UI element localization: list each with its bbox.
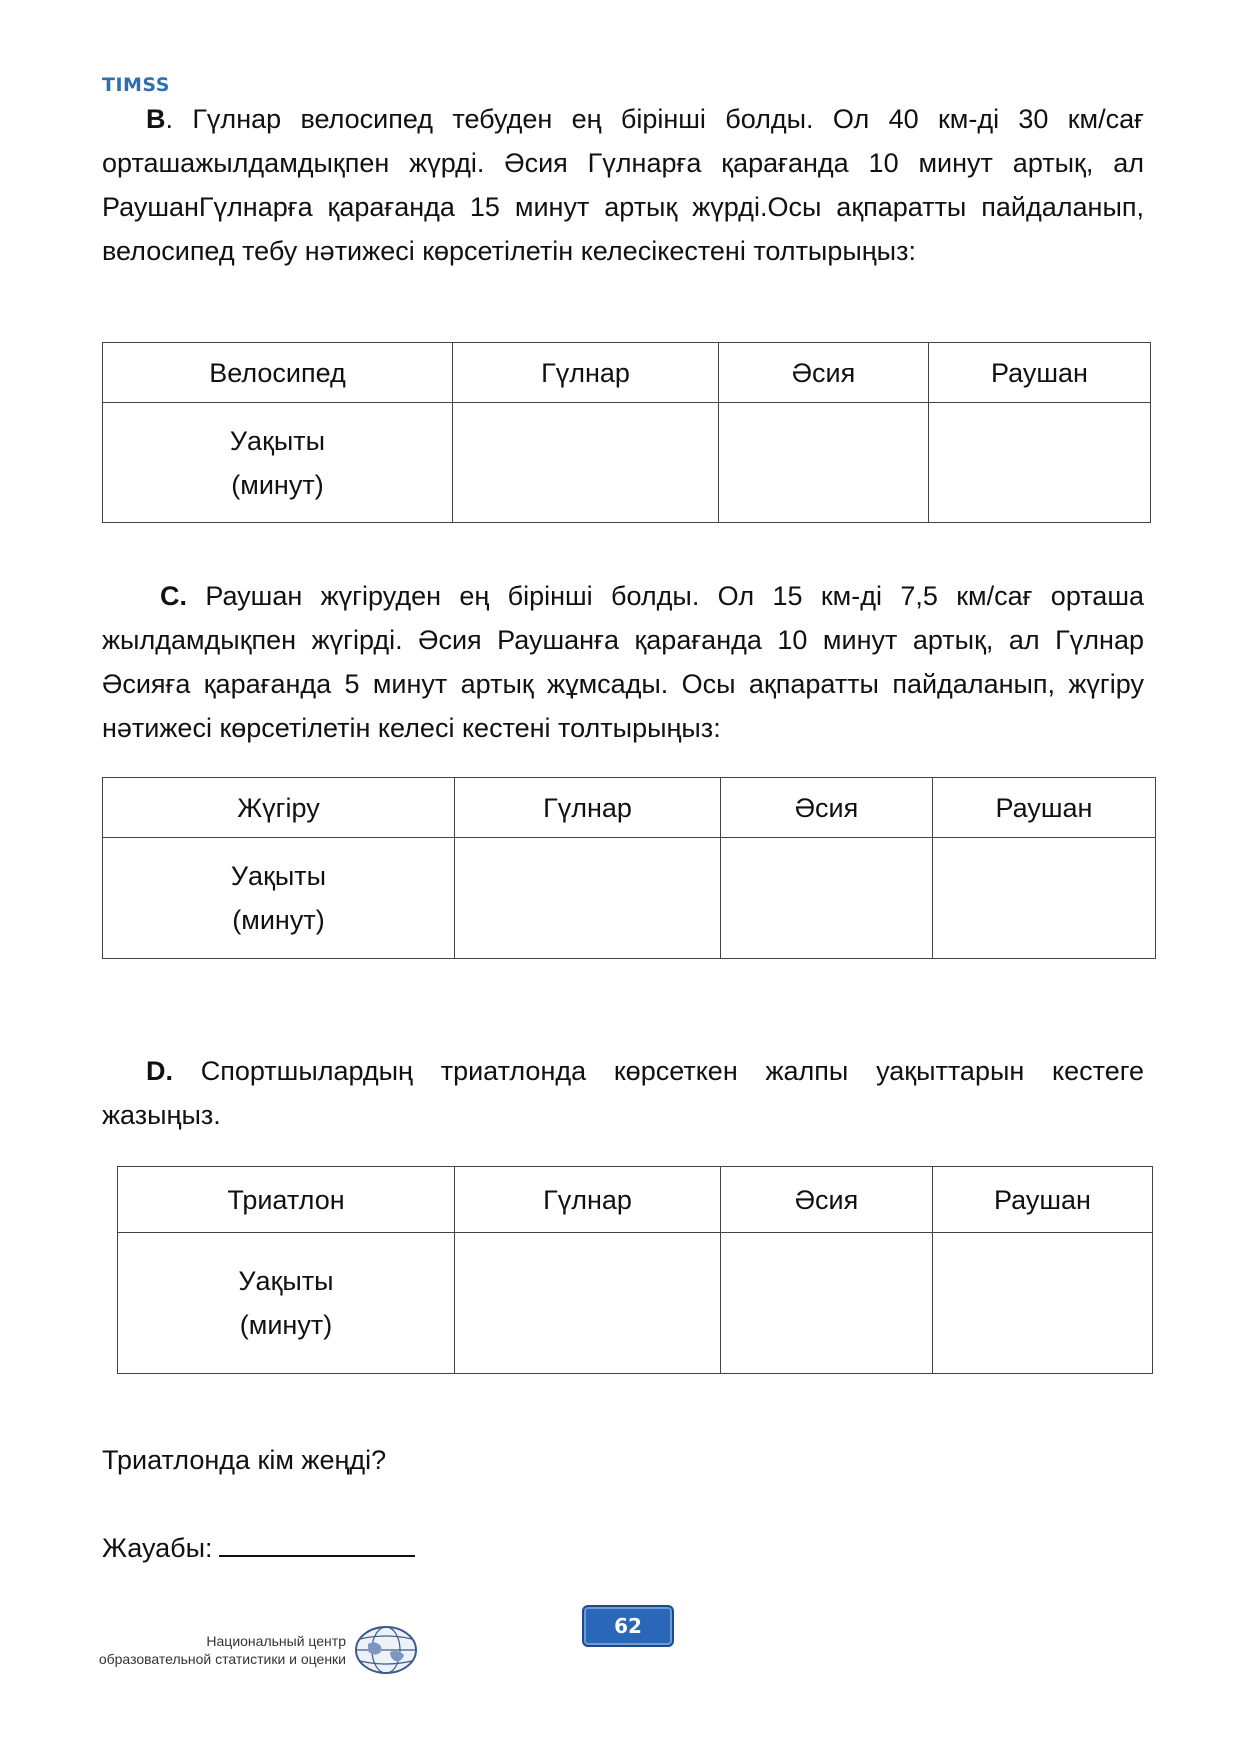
answer-label: Жауабы: xyxy=(102,1533,213,1563)
triathlon-header-gulnar: Гүлнар xyxy=(455,1167,721,1233)
running-header-gulnar: Гүлнар xyxy=(455,778,721,838)
bicycle-row-label: Уақыты (минут) xyxy=(103,403,453,523)
section-b-text: B. Гүлнар велосипед тебуден ең бірінші болды. Ол 40 км-ді 30 км/сағ орташажылдамдықпен жүрді. Әсия Гүлнарға қарағанда 10 минут артық, ал РаушанГүлнарға қарағанда 15 минут артық жүрді.Осы ақпаратты пайдаланып, велосипед тебу нәтижесі көрсетілетін келесікестені толтырыңыз: xyxy=(102,104,1144,266)
section-c-letter: C. xyxy=(160,581,187,611)
bicycle-header-raushan: Раушан xyxy=(929,343,1151,403)
bicycle-answer-asiya[interactable] xyxy=(719,403,929,523)
header-brand: TIMSS xyxy=(102,74,170,96)
running-header-cell: Жүгіру xyxy=(103,778,455,838)
running-header-asiya: Әсия xyxy=(721,778,933,838)
bicycle-header-asiya: Әсия xyxy=(719,343,929,403)
section-d-text: D. Спортшылардың триатлонда көрсеткен жалпы уақыттарын кестеге жазыңыз. xyxy=(102,1056,1144,1130)
running-header-raushan: Раушан xyxy=(933,778,1156,838)
bicycle-table xyxy=(102,342,1151,523)
bicycle-answer-gulnar[interactable] xyxy=(453,403,719,523)
triathlon-table xyxy=(117,1166,1153,1374)
section-b-letter: B xyxy=(146,104,166,134)
triathlon-row-label: Уақыты (минут) xyxy=(118,1233,455,1374)
bicycle-answer-raushan[interactable] xyxy=(929,403,1151,523)
winner-question: Триатлонда кім жеңді? xyxy=(102,1445,387,1475)
running-answer-gulnar[interactable] xyxy=(455,838,721,959)
running-answer-asiya[interactable] xyxy=(721,838,933,959)
globe-logo-icon xyxy=(350,1622,422,1678)
answer-blank[interactable] xyxy=(219,1529,415,1557)
triathlon-answer-gulnar[interactable] xyxy=(455,1233,721,1374)
triathlon-header-raushan: Раушан xyxy=(933,1167,1153,1233)
triathlon-answer-asiya[interactable] xyxy=(721,1233,933,1374)
triathlon-answer-raushan[interactable] xyxy=(933,1233,1153,1374)
org-name: Национальный центр образовательной статистики и оценки xyxy=(98,1633,346,1667)
running-answer-raushan[interactable] xyxy=(933,838,1156,959)
section-d-letter: D. xyxy=(146,1056,173,1086)
page-number-badge: 62 xyxy=(582,1605,674,1647)
bicycle-header-cell: Велосипед xyxy=(103,343,453,403)
running-row-label: Уақыты (минут) xyxy=(103,838,455,959)
running-table xyxy=(102,777,1156,959)
triathlon-header-cell: Триатлон xyxy=(118,1167,455,1233)
triathlon-header-asiya: Әсия xyxy=(721,1167,933,1233)
answer-line xyxy=(102,1528,415,1568)
bicycle-header-gulnar: Гүлнар xyxy=(453,343,719,403)
section-c-text: C. Раушан жүгіруден ең бірінші болды. Ол 15 км-ді 7,5 км/сағ орташа жылдамдықпен жүгірді. Әсия Раушанға қарағанда 10 минут артық, ал Гүлнар Әсияға қарағанда 5 минут артық жұмсады. Осы ақпаратты пайдаланып, жүгіру нәтижесі көрсетілетін келесі кестені толтырыңыз: xyxy=(102,581,1144,743)
